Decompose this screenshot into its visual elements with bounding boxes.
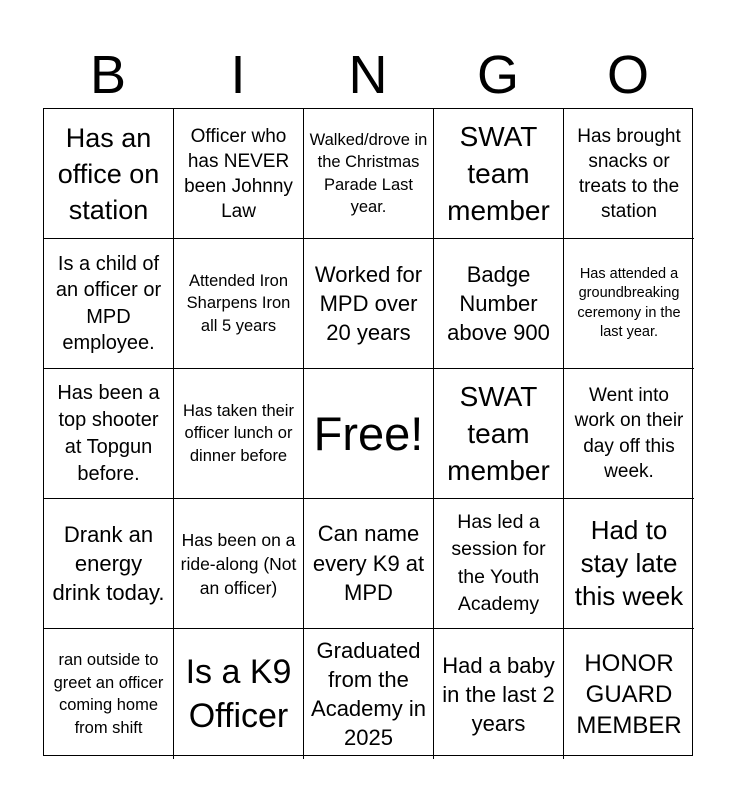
bingo-square-r2-c3[interactable] (304, 239, 434, 369)
header-letter-i: I (230, 45, 246, 105)
bingo-square-text: Badge Number above 900 (447, 262, 550, 345)
bingo-square-text: Graduated from the Academy in 2025 (311, 638, 426, 750)
bingo-square-text: SWAT team member (447, 121, 550, 226)
bingo-square-r1-c5[interactable] (564, 109, 694, 239)
bingo-square-r5-c5[interactable] (564, 629, 694, 759)
bingo-square-text: Had to stay late this week (574, 515, 684, 611)
bingo-square-text: Had a baby in the last 2 years (442, 652, 555, 736)
header-letter-g: G (476, 45, 519, 105)
bingo-square-text: HONOR GUARD MEMBER (576, 649, 682, 739)
bingo-square-r2-c2[interactable] (174, 239, 304, 369)
bingo-square-text: Has been on a ride-along (Not an officer) (180, 529, 297, 598)
header-letter-n: N (348, 45, 388, 105)
bingo-square-r3-c4[interactable] (434, 369, 564, 499)
bingo-square-text: Went into work on their day off this week. (574, 384, 684, 482)
bingo-square-text: SWAT team member (447, 381, 550, 486)
header-letter-b: B (89, 45, 127, 105)
bingo-square-text: Can name every K9 at MPD (312, 521, 425, 606)
header-letter-o: O (606, 45, 649, 105)
bingo-square-r1-c3[interactable] (304, 109, 434, 239)
bingo-square-text: Officer who has NEVER been Johnny Law (184, 125, 293, 222)
free-space-text: Free! (313, 406, 424, 460)
bingo-square-r2-c5[interactable] (564, 239, 694, 369)
bingo-square-r4-c2[interactable] (174, 499, 304, 629)
bingo-square-text: Has led a session for the Youth Academy (451, 510, 546, 615)
bingo-square-r4-c5[interactable] (564, 499, 694, 629)
bingo-square-r1-c4[interactable] (434, 109, 564, 239)
bingo-square-text: Attended Iron Sharpens Iron all 5 years (186, 271, 291, 335)
bingo-square-text: Has taken their officer lunch or dinner before (183, 401, 294, 465)
bingo-square-r5-c4[interactable] (434, 629, 564, 759)
bingo-square-text: Worked for MPD over 20 years (314, 262, 423, 345)
bingo-header (43, 42, 693, 108)
bingo-square-text: Is a child of an officer or MPD employee. (55, 252, 162, 354)
bingo-square-r2-c4[interactable] (434, 239, 564, 369)
bingo-square-r3-c3-free[interactable] (304, 369, 434, 499)
bingo-square-r1-c2[interactable] (174, 109, 304, 239)
bingo-square-text: Drank an energy drink today. (52, 522, 165, 605)
bingo-square-text: Has attended a groundbreaking ceremony in the last year. (577, 265, 681, 340)
bingo-square-text: ran outside to greet an officer coming home from shift (53, 651, 164, 737)
bingo-square-r4-c4[interactable] (434, 499, 564, 629)
bingo-square-text: Has been a top shooter at Topgun before. (57, 381, 160, 485)
bingo-square-r5-c3[interactable] (304, 629, 434, 759)
bingo-square-r1-c1[interactable] (44, 109, 174, 239)
bingo-square-r3-c2[interactable] (174, 369, 304, 499)
bingo-square-text: Walked/drove in the Christmas Parade Last year. (309, 130, 428, 216)
bingo-square-r5-c1[interactable] (44, 629, 174, 759)
bingo-square-r2-c1[interactable] (44, 239, 174, 369)
bingo-square-r3-c1[interactable] (44, 369, 174, 499)
bingo-square-text: Has brought snacks or treats to the station (577, 125, 681, 222)
bingo-square-r5-c2[interactable] (174, 629, 304, 759)
bingo-square-r3-c5[interactable] (564, 369, 694, 499)
bingo-square-r4-c3[interactable] (304, 499, 434, 629)
bingo-square-text: Has an office on station (57, 122, 160, 225)
bingo-square-text: Is a K9 Officer (185, 653, 292, 735)
bingo-card-grid (43, 108, 693, 756)
bingo-square-r4-c1[interactable] (44, 499, 174, 629)
